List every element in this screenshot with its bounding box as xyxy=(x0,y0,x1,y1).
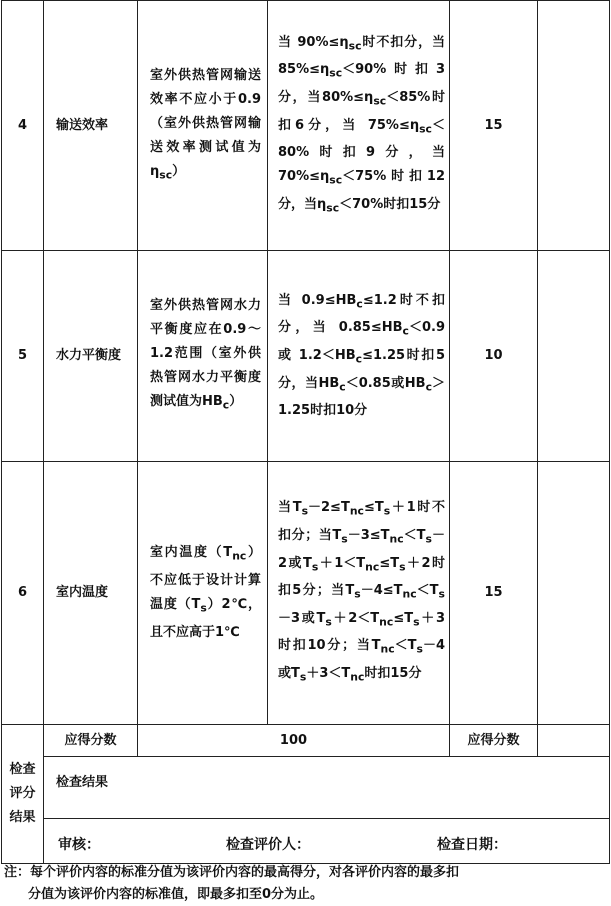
table-row xyxy=(2,251,610,462)
check-result-label: 检查结果 xyxy=(44,757,610,819)
due-score-value: 100 xyxy=(138,725,450,757)
row-number: 6 xyxy=(2,462,44,725)
table-row xyxy=(2,462,610,725)
standard-score: 10 xyxy=(450,251,538,462)
actual-score-cell xyxy=(538,251,610,462)
scoring-criteria: 当 $90\%\le\eta_{sc}$时不扣分，当 $85\%\le\eta_{sc}<90\%$时扣3分，当$80\%\le\eta_{sc}<85\%$时扣6分，当 $75\%\le\eta_{sc}<80\%$时扣9分，当$70\%\le\eta_{sc}<75\%$时扣12分，当$\eta_{sc}<70\%$时扣15分 xyxy=(268,1,450,251)
standard-score: 15 xyxy=(450,462,538,725)
summary-sign-row xyxy=(2,819,610,864)
summary-side-label: 检查 评分 结果 xyxy=(2,725,44,864)
scoring-criteria: 当$T_s-2\le T_{nc}\le T_s+1$时不扣分；当$T_s-3\le T_{nc}<T_s-2$或$T_s+1<T_{nc}\le T_s+2$时扣5分；当$T_s-4\le T_{nc}<T_s-3$或$T_s+2<T_{nc}\le T_s+3$时扣10分；当$T_{nc}<T_s-4$或$T_s+3<T_{nc}$时扣15分 xyxy=(268,462,450,725)
evaluation-table xyxy=(1,0,610,864)
evaluation-item: 水力平衡度 xyxy=(44,251,138,462)
actual-score-cell xyxy=(538,462,610,725)
summary-score-row xyxy=(2,725,610,757)
table-row xyxy=(2,1,610,251)
row-number: 5 xyxy=(2,251,44,462)
standard-score: 15 xyxy=(450,1,538,251)
summary-result-row xyxy=(2,757,610,819)
signature-cell xyxy=(44,819,610,864)
evaluation-content: 室内温度$(T_{nc})$不应低于设计计算温度$(T_s)2℃$，且不应高于1℃ xyxy=(138,462,268,725)
due-score-right-blank xyxy=(538,725,610,757)
due-score-label-right: 应得分数 xyxy=(450,725,538,757)
evaluation-content: 室外供热管网水力平衡度应在0.9～1.2范围（室外供热管网水力平衡度测试值为$HB_c$） xyxy=(138,251,268,462)
evaluation-content: 室外供热管网输送效率不应小于0.9（室外供热管网输送效率测试值为$\eta_{sc}$） xyxy=(138,1,268,251)
scoring-criteria: 当 $0.9\le HB_c\le 1.2$时不扣分，当 $0.85\le HB_c<0.9$ 或 $1.2<HB_c\le 1.25$时扣5分，当$HB_c<0.85$或$HB_c>1.25$时扣10分 xyxy=(268,251,450,462)
due-score-label: 应得分数 xyxy=(44,725,138,757)
evaluation-item: 输送效率 xyxy=(44,1,138,251)
actual-score-cell xyxy=(538,1,610,251)
footnote-line-2: 分值为该评价内容的标准值，即最多扣至0分为止。 xyxy=(28,887,324,902)
footnote-line-1: 注：每个评价内容的标准分值为该评价内容的最高得分，对各评价内容的最多扣 xyxy=(4,865,460,880)
check-date-label: 检查日期： xyxy=(437,837,507,853)
reviewer-label: 审核： xyxy=(58,837,100,853)
evaluation-item: 室内温度 xyxy=(44,462,138,725)
evaluator-label: 检查评价人： xyxy=(226,837,310,853)
row-number: 4 xyxy=(2,1,44,251)
footnote xyxy=(4,862,608,906)
